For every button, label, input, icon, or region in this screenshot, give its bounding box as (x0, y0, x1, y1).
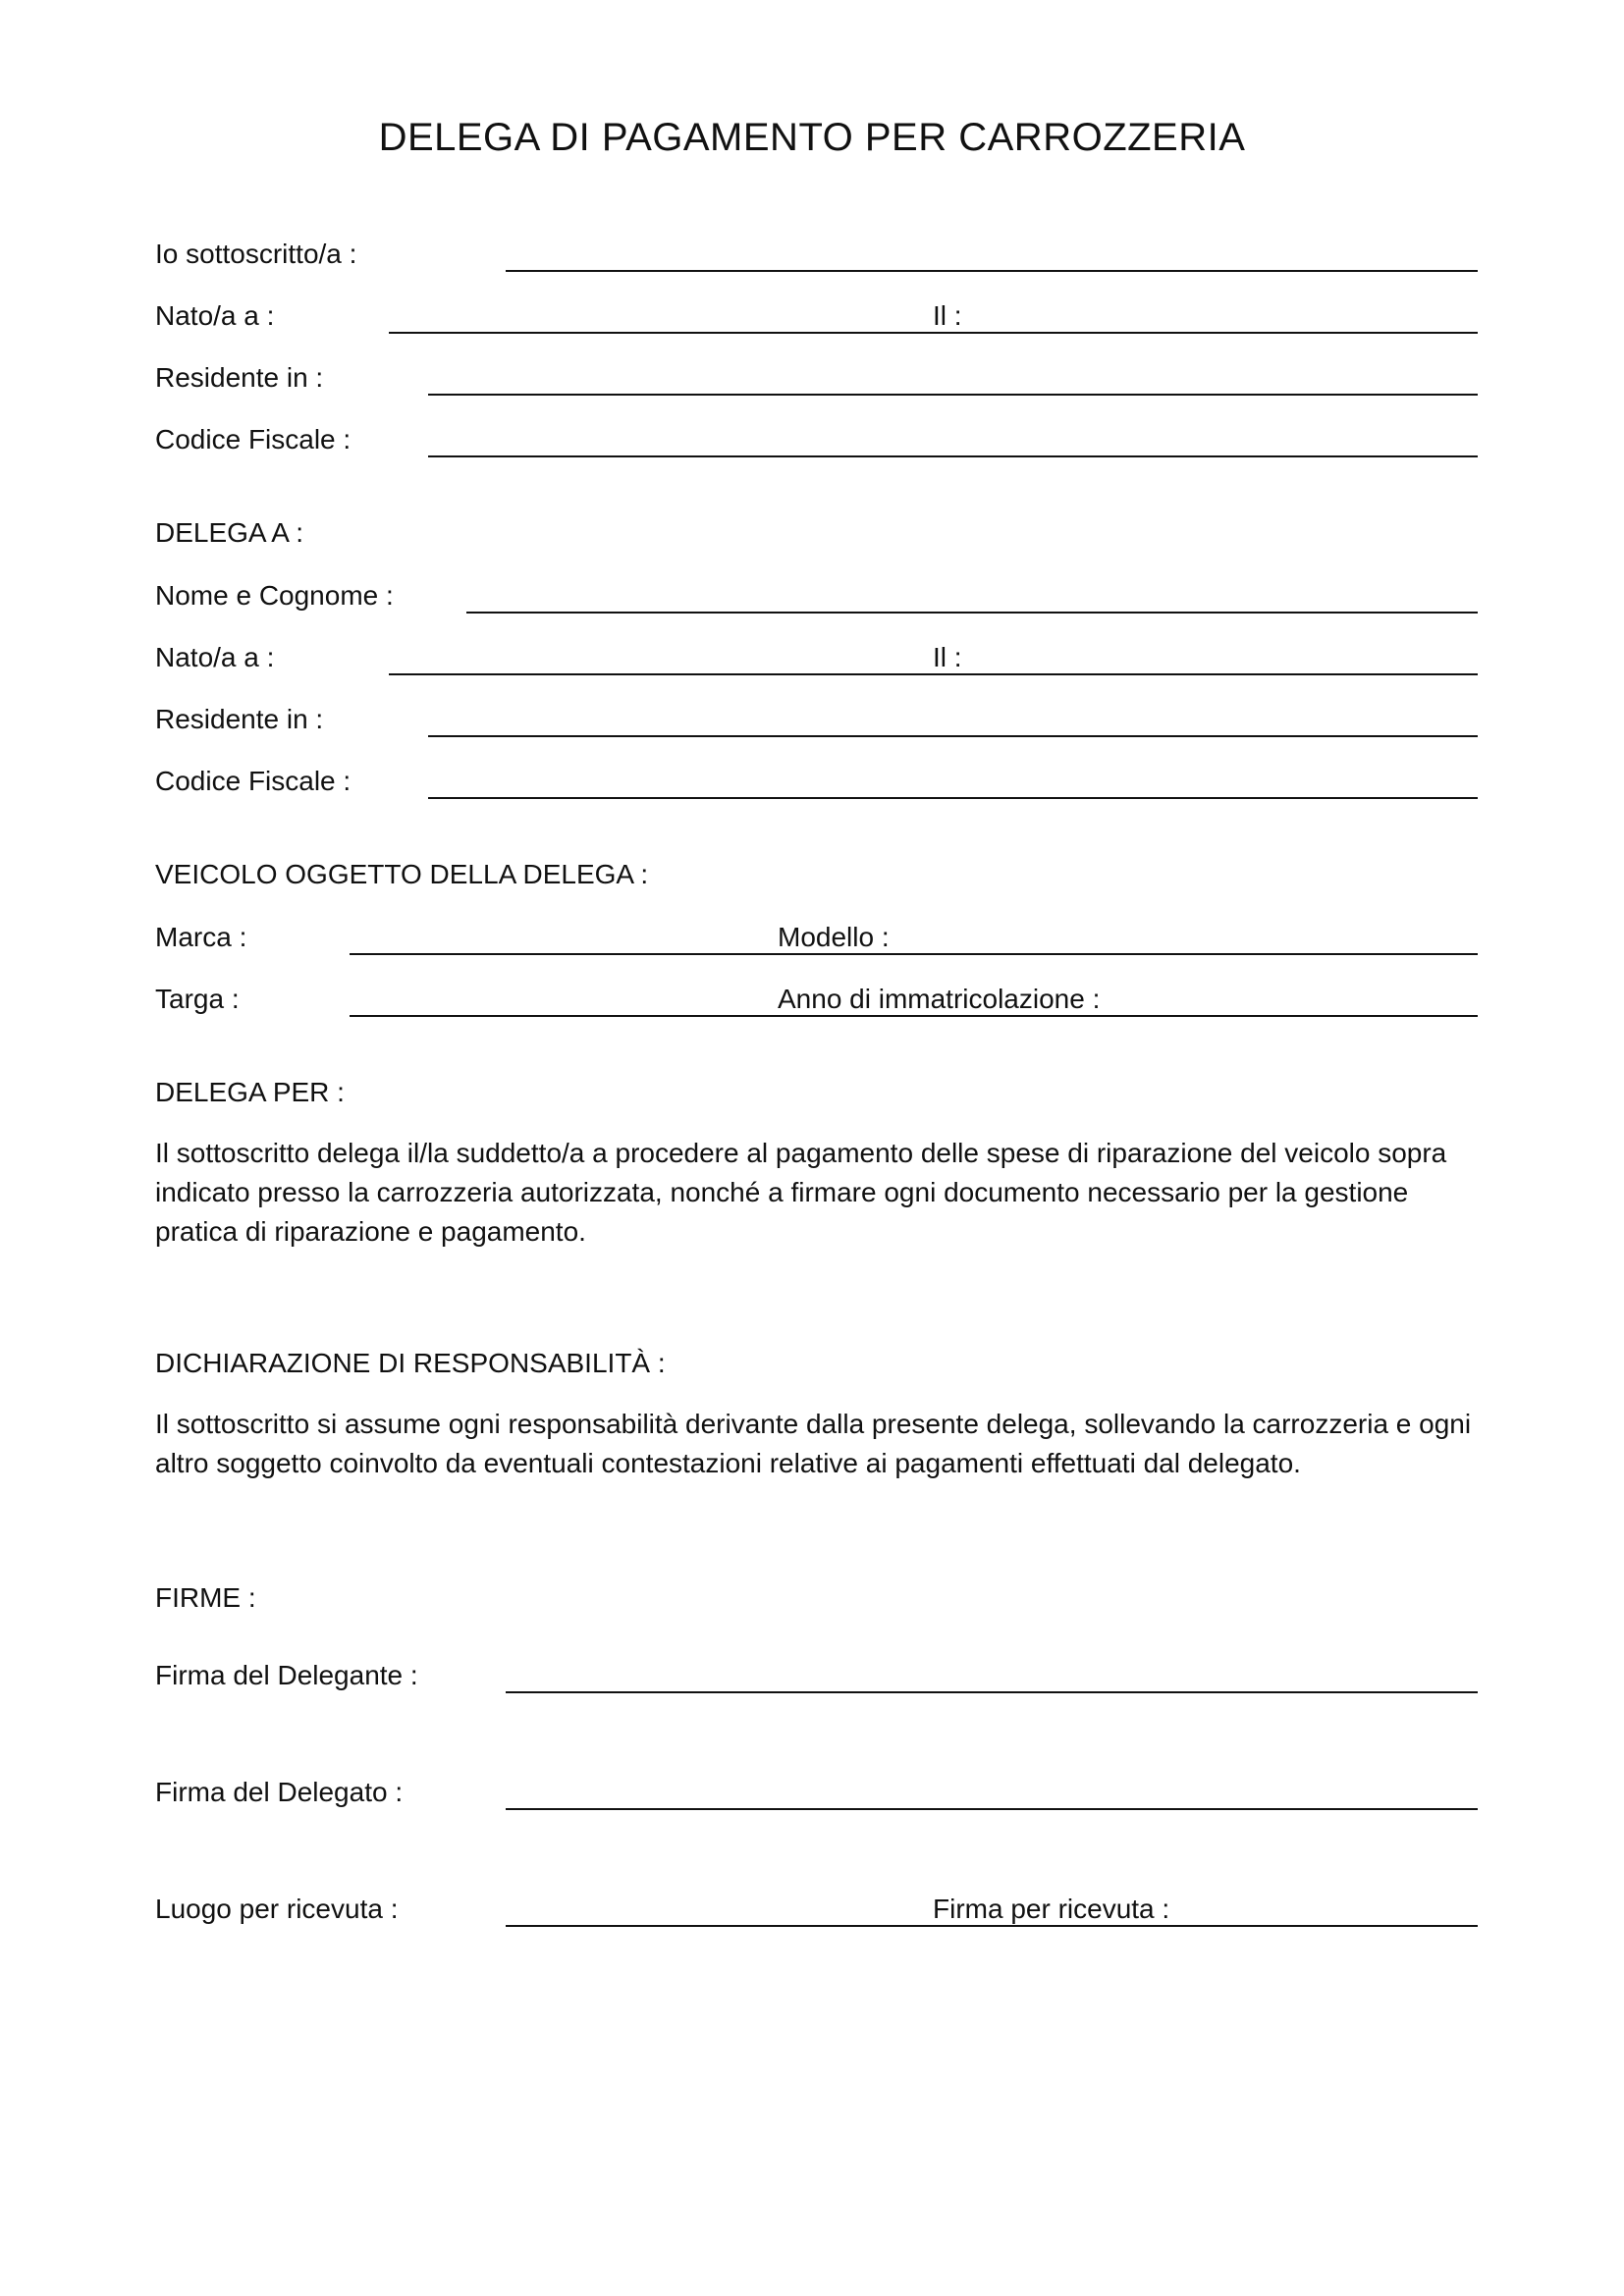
delegato-data-nascita-label: Il : (933, 642, 962, 672)
firma-ricevuta-label: Firma per ricevuta : (933, 1894, 1170, 1924)
firma-delegato-label: Firma del Delegato : (155, 1777, 404, 1807)
veicolo-heading: VEICOLO OGGETTO DELLA DELEGA : (155, 859, 649, 889)
marca-label: Marca : (155, 922, 247, 952)
luogo-ricevuta-label: Luogo per ricevuta : (155, 1894, 399, 1924)
targa-anno-field[interactable] (350, 1015, 1478, 1017)
nome-cognome-label: Nome e Cognome : (155, 580, 394, 611)
codice-fiscale-field[interactable] (428, 455, 1478, 457)
delegato-residente-field[interactable] (428, 735, 1478, 737)
targa-label: Targa : (155, 984, 240, 1014)
codice-fiscale-label: Codice Fiscale : (155, 424, 352, 454)
delegato-codice-fiscale-field[interactable] (428, 797, 1478, 799)
luogo-firma-ricevuta-field[interactable] (506, 1925, 1478, 1927)
marca-modello-field[interactable] (350, 953, 1478, 955)
firma-delegante-field[interactable] (506, 1691, 1478, 1693)
delega-per-heading: DELEGA PER : (155, 1077, 345, 1107)
nato-label: Nato/a a : (155, 300, 275, 331)
document-title: DELEGA DI PAGAMENTO PER CARROZZERIA (378, 116, 1246, 159)
anno-immatricolazione-label: Anno di immatricolazione : (778, 984, 1101, 1014)
delegato-nato-label: Nato/a a : (155, 642, 275, 672)
firma-delegato-field[interactable] (506, 1808, 1478, 1810)
firme-heading: FIRME : (155, 1582, 256, 1613)
residente-label: Residente in : (155, 362, 324, 393)
nato-field[interactable] (389, 332, 1478, 334)
modello-label: Modello : (778, 922, 890, 952)
residente-field[interactable] (428, 394, 1478, 396)
firma-delegante-label: Firma del Delegante : (155, 1660, 418, 1690)
dichiarazione-heading: DICHIARAZIONE DI RESPONSABILITÀ : (155, 1348, 666, 1378)
sottoscritto-field[interactable] (506, 270, 1478, 272)
data-nascita-label: Il : (933, 300, 962, 331)
delegato-residente-label: Residente in : (155, 704, 324, 734)
sottoscritto-label: Io sottoscritto/a : (155, 239, 357, 269)
delega-per-text: Il sottoscritto delega il/la suddetto/a a procedere al pagamento delle spese di riparazione del veicolo sopra indicato presso la carrozzeria autorizzata, nonché a firmare ogni documento necessario per la gestione pratica di riparazione e pagamento. (155, 1138, 1447, 1247)
dichiarazione-text: Il sottoscritto si assume ogni responsabilità derivante dalla presente delega, sollevando la carrozzeria e ogni altro soggetto coinvolto da eventuali contestazioni relative ai pagamenti effettuati dal delegato. (155, 1409, 1472, 1478)
nome-cognome-field[interactable] (466, 612, 1478, 614)
delegato-codice-fiscale-label: Codice Fiscale : (155, 766, 352, 796)
delegato-nato-field[interactable] (389, 673, 1478, 675)
delega-a-heading: DELEGA A : (155, 517, 303, 548)
